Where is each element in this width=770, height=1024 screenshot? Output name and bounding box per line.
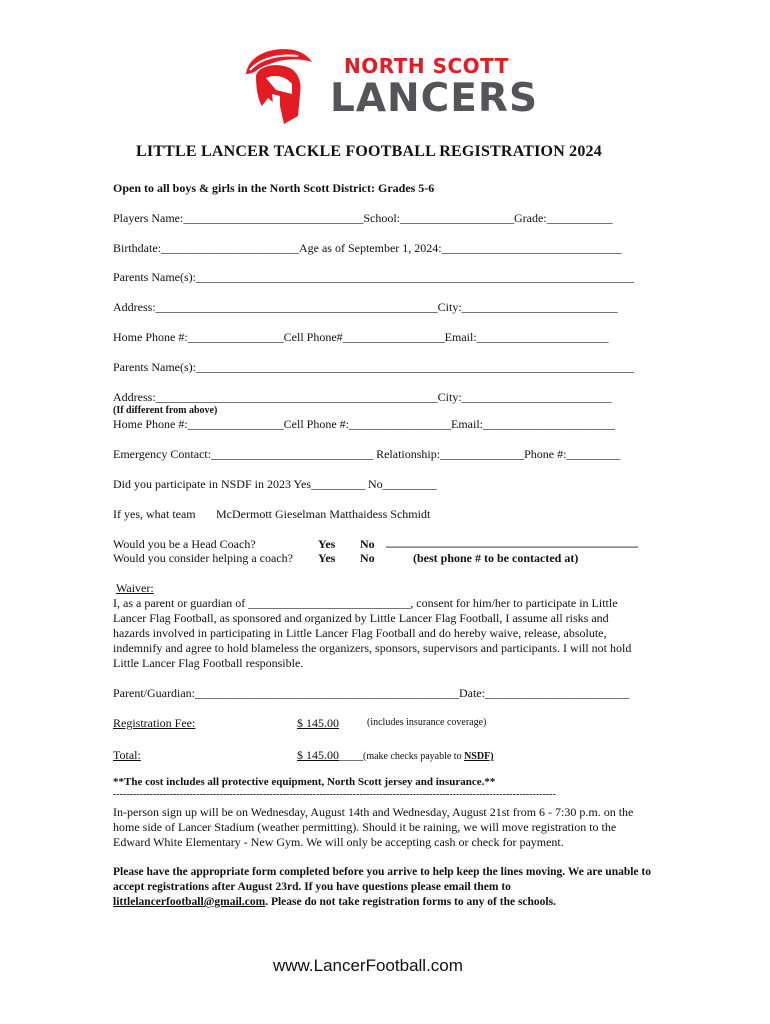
best-phone-line[interactable]: __________________________________________ (386, 535, 638, 549)
registration-fee-amount: $ 145.00 (297, 716, 339, 730)
waiver-text: I, as a parent or guardian of ___________________________, consent for him/her to participate in Little Lancer Flag Football, as sponsored and organized by Little Lancer Flag Football, I assume all risks and hazards involved in participating in Little Lancer Flag Football and do hereby waive, release, absolute, indemnify and agree to hold blameless the organizers, sponsors, supervisors and participants. I will not hold Little Lancer Flag Football responsible. (113, 596, 632, 670)
total-underscores: ____ (339, 748, 363, 762)
head-coach-question: Would you be a Head Coach? (113, 537, 256, 551)
logo (236, 44, 539, 130)
page-title: LITTLE LANCER TACKLE FOOTBALL REGISTRATION 2024 (136, 143, 602, 160)
website-link[interactable]: www.LancerFootball.com (273, 956, 463, 975)
registration-fee-label: Registration Fee: (113, 716, 196, 730)
team-options[interactable]: McDermott Gieselman Matthaidess Schmidt (216, 507, 431, 521)
total-note: (make checks payable to (363, 751, 465, 762)
birthdate-field[interactable]: Birthdate:_______________________Age as of September 1, 2024:______________________________ (113, 241, 622, 255)
nsdf-participation-field[interactable]: Did you participate in NSDF in 2023 Yes_________ No_________ (113, 477, 437, 491)
total-amount-line (297, 748, 494, 763)
contact-email-link[interactable]: littlelancerfootball@gmail.com (113, 896, 266, 908)
total-label: Total: (113, 748, 141, 762)
total-amount: $ 145.00 (297, 748, 339, 762)
waiver-heading: Waiver: (116, 581, 154, 595)
signup-info: In-person sign up will be on Wednesday, August 14th and Wednesday, August 21st from 6 - 7:30 p.m. on the home side of Lancer Stadium (weather permitting). Should it be raining, we will move registration to the Edward White Elementary - New Gym. We will only be accepting cash or check for payment. (113, 805, 634, 849)
helping-coach-question: Would you consider helping a coach? (113, 551, 293, 565)
phone-email-field[interactable]: Home Phone #:________________Cell Phone#_________________Email:______________________ (113, 330, 609, 344)
registration-fee-note: (includes insurance coverage) (367, 717, 487, 728)
helping-coach-yes[interactable]: Yes (318, 551, 336, 565)
address-field-2[interactable]: Address:_______________________________________________City:_________________________ (113, 390, 612, 404)
parents-name-field-2[interactable]: Parents Name(s):_________________________________________________________________________ (113, 360, 634, 374)
spartan-helmet-icon (236, 44, 320, 128)
notice-text-end: . Please do not take registration forms to any of the schools. (265, 896, 556, 908)
head-coach-no[interactable]: No (360, 537, 375, 551)
address-field[interactable]: Address:_______________________________________________City:__________________________ (113, 300, 618, 314)
emergency-contact-field[interactable]: Emergency Contact:___________________________ Relationship:______________Phone #:_________ (113, 447, 621, 461)
notice (113, 865, 658, 910)
head-coach-yes[interactable]: Yes (318, 537, 336, 551)
best-phone-caption: (best phone # to be contacted at) (413, 551, 579, 565)
total-note-org: NSDF) (464, 751, 494, 762)
divider: ------------------------------------------------------------------------------------------------------------------------------------- (113, 789, 556, 800)
team-label: If yes, what team (113, 507, 196, 521)
notice-text: Please have the appropriate form completed before you arrive to help keep the lines moving. We are unable to accept registrations after August 23rd. If you have questions please email them to (113, 866, 651, 893)
players-name-field[interactable]: Players Name:______________________________School:___________________Grade:___________ (113, 211, 613, 225)
parents-name-field[interactable]: Parents Name(s):_________________________________________________________________________ (113, 270, 634, 284)
parent-signature-field[interactable]: Parent/Guardian:____________________________________________Date:________________________ (113, 686, 629, 700)
helping-coach-no[interactable]: No (360, 551, 375, 565)
logo-main-text: LANCERS (330, 76, 539, 121)
cost-footnote: **The cost includes all protective equipment, North Scott jersey and insurance.** (113, 776, 496, 788)
address-note: (If different from above) (113, 405, 218, 416)
phone-email-field-2[interactable]: Home Phone #:________________Cell Phone #:_________________Email:______________________ (113, 417, 615, 431)
logo-top-text: NORTH SCOTT (344, 54, 509, 78)
subtitle: Open to all boys & girls in the North Scott District: Grades 5-6 (113, 181, 435, 195)
